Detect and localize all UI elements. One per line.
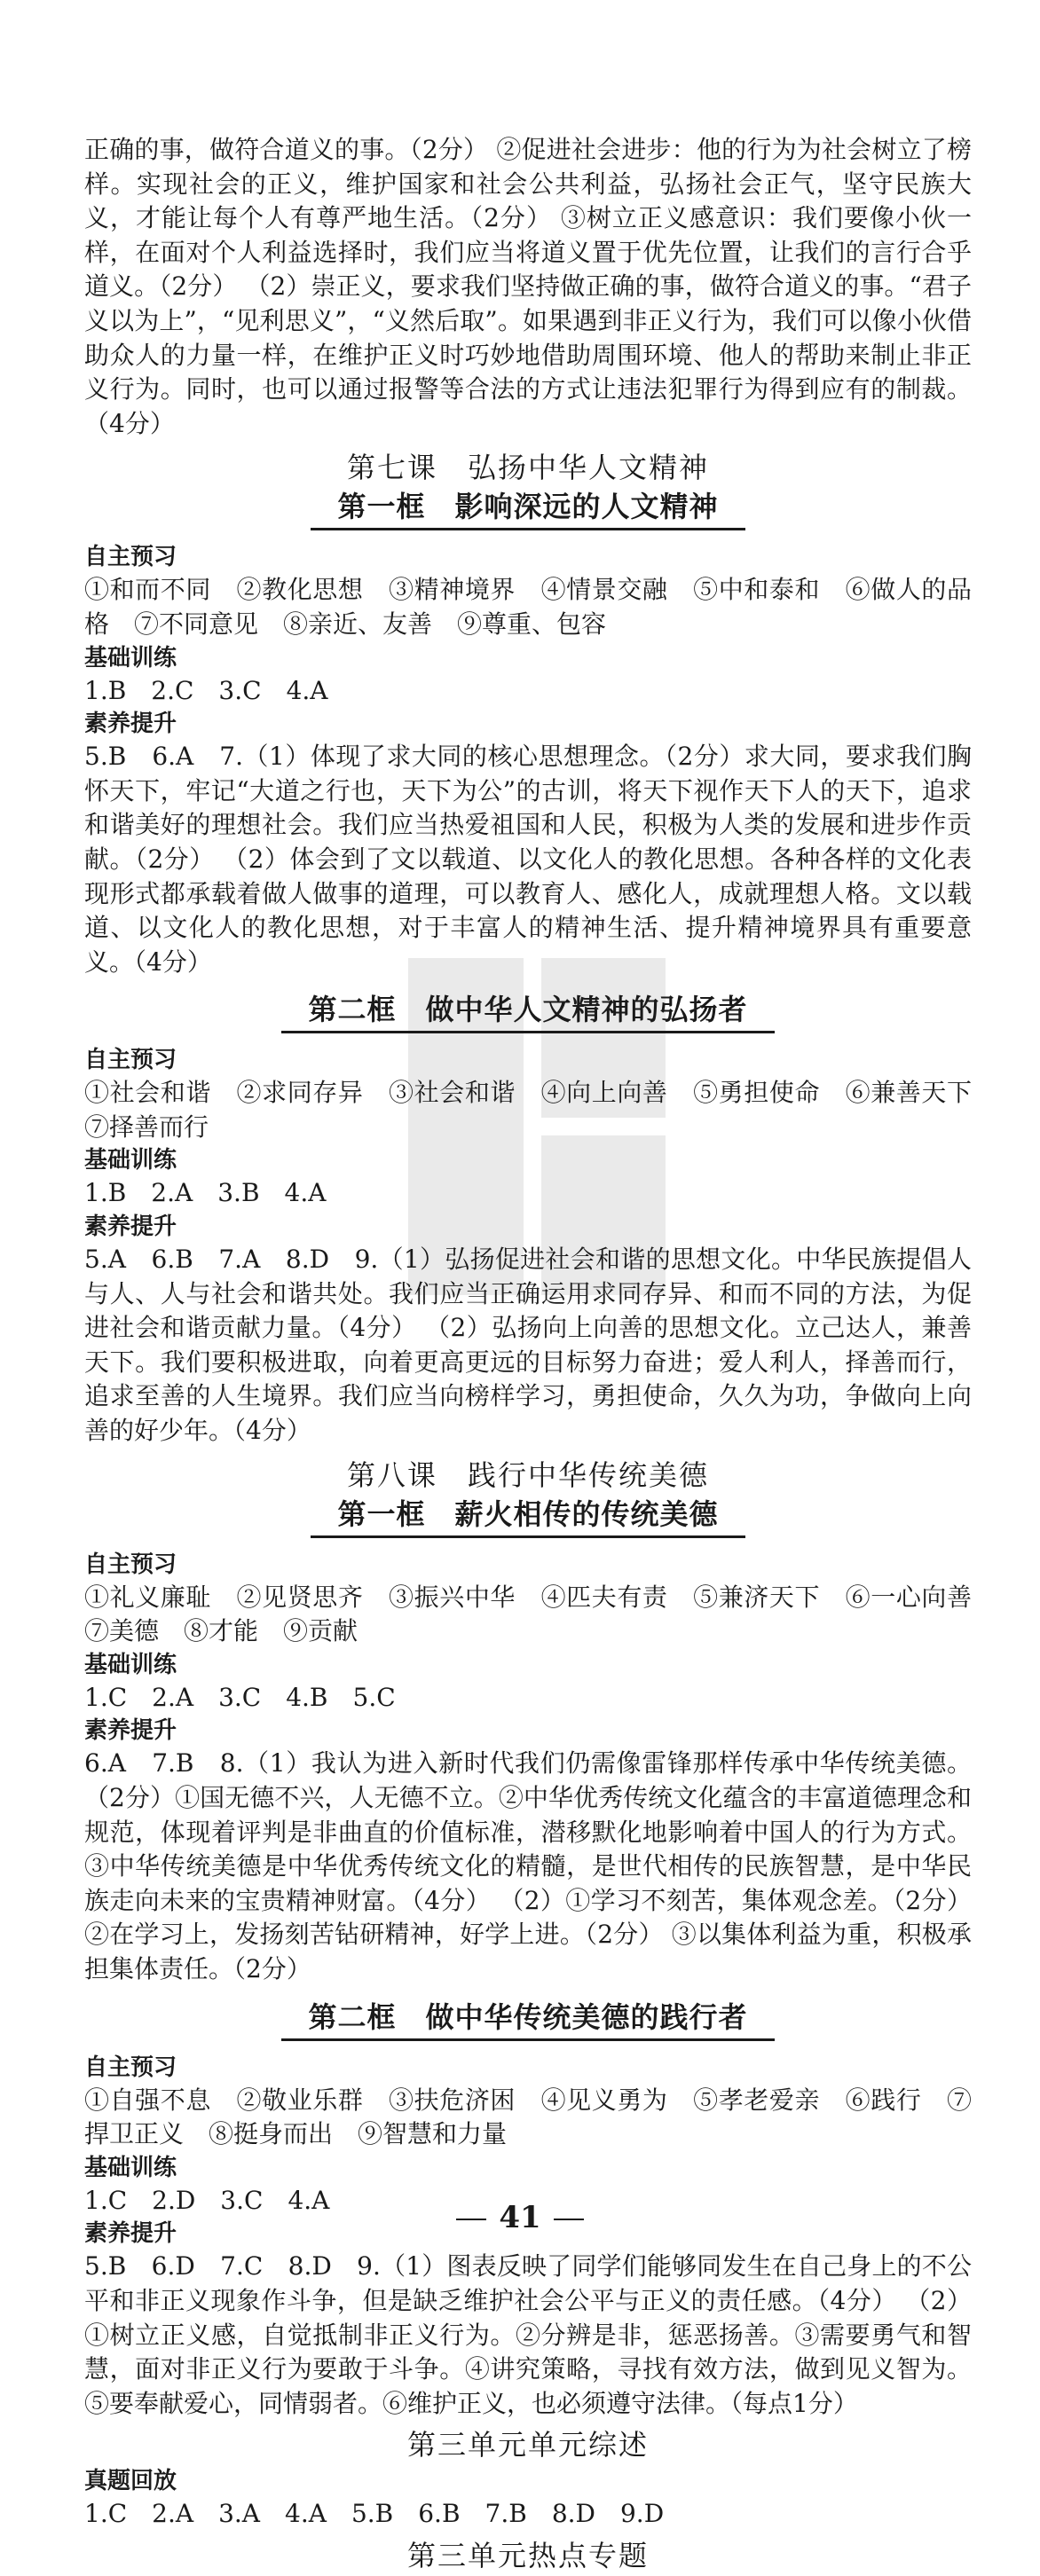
- l7f2-preview-label: 自主预习: [84, 1047, 177, 1074]
- l7f1-preview-label: 自主预习: [84, 544, 177, 571]
- l8f2-improve-label: 素养提升: [84, 2220, 177, 2248]
- unit-3-review-label: 真题回放: [84, 2468, 177, 2495]
- l7f1-basic-label: 基础训练: [84, 644, 177, 671]
- l8f1-improve: 6.A 7.B 8.（1）我认为进入新时代我们仍需像雷锋那样传承中华传统美德。（2分）①国无德不兴，人无德不立。②中华优秀传统文化蕴含的丰富道德理念和规范，体现着评判是非曲直的价值标准，潜移默化地影响着中国人的行为方式。③中华传统美德是中华优秀传统文化的精髓，是世代相传的民族智慧，是中华民族走向未来的宝贵精神财富。（4分） （2）①学习不刻苦，集体观念差。（2分）②在学习上，发扬刻苦钻研精神，好学上进。（2分） ③以集体利益为重，积极承担集体责任。（2分）: [84, 1748, 972, 1983]
- l8f2-improve: 5.B 6.D 7.C 8.D 9.（1）图表反映了同学们能够同发生在自己身上的不公平和非正义现象作斗争，但是缺乏维护社会公平与正义的责任感。（4分） （2）①树立正义感，自觉抵制非正义行为。②分辨是非，惩恶扬善。③需要勇气和智慧，面对非正义行为要敢于斗争。④讲究策略，寻找有效方法，做到见义智为。⑤要奉献爱心，同情弱者。⑥维护正义，也必须遵守法律。（每点1分）: [84, 2251, 972, 2418]
- l7f1-improve: 5.B 6.A 7.（1）体现了求大同的核心思想理念。（2分）求大同，要求我们胸怀天下，牢记“大道之行也，天下为公”的古训，将天下视作天下人的天下，追求和谐美好的理想社会。我们应当热爱祖国和人民，积极为人类的发展和进步作贡献。（2分） （2）体会到了文以载道、以文化人的教化思想。各种各样的文化表现形式都承载着做人做事的道理，可以教育人、感化人，成就理想人格。文以载道、以文化人的教化思想，对于丰富人的精神生活、提升精神境界具有重要意义。（4分）: [84, 742, 972, 977]
- l8f2-preview-label: 自主预习: [84, 2054, 177, 2081]
- l8f1-basic: 1.C 2.A 3.C 4.B 5.C: [84, 1682, 396, 1712]
- intro-paragraph: 正确的事，做符合道义的事。（2分） ②促进社会进步：他的行为为社会树立了榜样。实现社会的正义，维护国家和社会公共利益，弘扬社会正气，坚守民族大义，才能让每个人有尊严地生活。（2分） ③树立正义感意识：我们要像小伙一样，在面对个人利益选择时，我们应当将道义置于优先位置，让我们的言行合乎道义。（2分） （2）崇正义，要求我们坚持做正确的事，做符合道义的事。“君子义以为上”，“见利思义”，“义然后取”。如果遇到非正义行为，我们可以像小伙借助众人的力量一样，在维护正义时巧妙地借助周围环境、他人的帮助来制止非正义行为。同时，也可以通过报警等合法的方式让违法犯罪行为得到应有的制裁。（4分）: [84, 135, 972, 438]
- lesson-7-frame-1-title: 第一框 影响深远的人文精神: [311, 489, 745, 530]
- unit-3-summary-title: 第三单元单元综述: [406, 2428, 649, 2462]
- l8f1-improve-label: 素养提升: [84, 1717, 177, 1745]
- l7f1-preview: ①和而不同 ②教化思想 ③精神境界 ④情景交融 ⑤中和泰和 ⑥做人的品格 ⑦不同意见 ⑧亲近、友善 ⑨尊重、包容: [84, 575, 972, 639]
- page-number-dash-right: [554, 2219, 584, 2220]
- l7f2-improve: 5.A 6.B 7.A 8.D 9.（1）弘扬促进社会和谐的思想文化。中华民族提倡人与人、人与社会和谐共处。我们应当正确运用求同存异、和而不同的方法，为促进社会和谐贡献力量。（4分） （2）弘扬向上向善的思想文化。立己达人，兼善天下。我们要积极进取，向着更高更远的目标努力奋进；爱人利人，择善而行，追求至善的人生境界。我们应当向榜样学习，勇担使命，久久为功，争做向上向善的好少年。（4分）: [84, 1245, 972, 1446]
- lesson-7-frame-1-title-wrap: [84, 489, 972, 530]
- lesson-8-frame-2-title: 第二框 做中华传统美德的践行者: [281, 1999, 774, 2041]
- l8f2-preview: ①自强不息 ②敬业乐群 ③扶危济困 ④见义勇为 ⑤孝老爱亲 ⑥践行 ⑦捍卫正义 ⑧挺身而出 ⑨智慧和力量: [84, 2085, 972, 2149]
- l7f2-preview: ①社会和谐 ②求同存异 ③社会和谐 ④向上向善 ⑤勇担使命 ⑥兼善天下 ⑦择善而行: [84, 1078, 997, 1142]
- l7f2-basic: 1.B 2.A 3.B 4.A: [84, 1178, 327, 1208]
- l8f1-preview-label: 自主预习: [84, 1551, 177, 1578]
- l8f1-preview: ①礼义廉耻 ②见贤思齐 ③振兴中华 ④匹夫有责 ⑤兼济天下 ⑥一心向善 ⑦美德 ⑧才能 ⑨贡献: [84, 1582, 997, 1646]
- unit-3-review: 1.C 2.A 3.A 4.A 5.B 6.B 7.B 8.D 9.D: [84, 2499, 665, 2529]
- l7f1-basic: 1.B 2.C 3.C 4.A: [84, 675, 328, 705]
- l7f2-basic-label: 基础训练: [84, 1147, 177, 1174]
- lesson-8-frame-1-title-wrap: [84, 1496, 972, 1538]
- l8f2-basic: 1.C 2.D 3.C 4.A: [84, 2185, 330, 2215]
- page-number-footer: [0, 2200, 1040, 2235]
- lesson-8-frame-2-title-wrap: [84, 1999, 972, 2041]
- l7f2-improve-label: 素养提升: [84, 1213, 177, 1241]
- page-number: 41: [499, 2200, 541, 2235]
- unit-3-hot-title: 第三单元热点专题: [406, 2538, 649, 2572]
- lesson-7-title: 第七课 弘扬中华人文精神: [346, 451, 709, 485]
- l8f1-basic-label: 基础训练: [84, 1651, 177, 1678]
- lesson-8-title: 第八课 践行中华传统美德: [346, 1457, 709, 1492]
- page-number-dash-left: [456, 2219, 486, 2220]
- l8f2-basic-label: 基础训练: [84, 2154, 177, 2181]
- lesson-8-frame-1-title: 第一框 薪火相传的传统美德: [311, 1496, 745, 1538]
- lesson-7-frame-2-title-wrap: [84, 992, 972, 1033]
- lesson-7-frame-2-title: 第二框 做中华人文精神的弘扬者: [281, 992, 774, 1033]
- l7f1-improve-label: 素养提升: [84, 711, 177, 738]
